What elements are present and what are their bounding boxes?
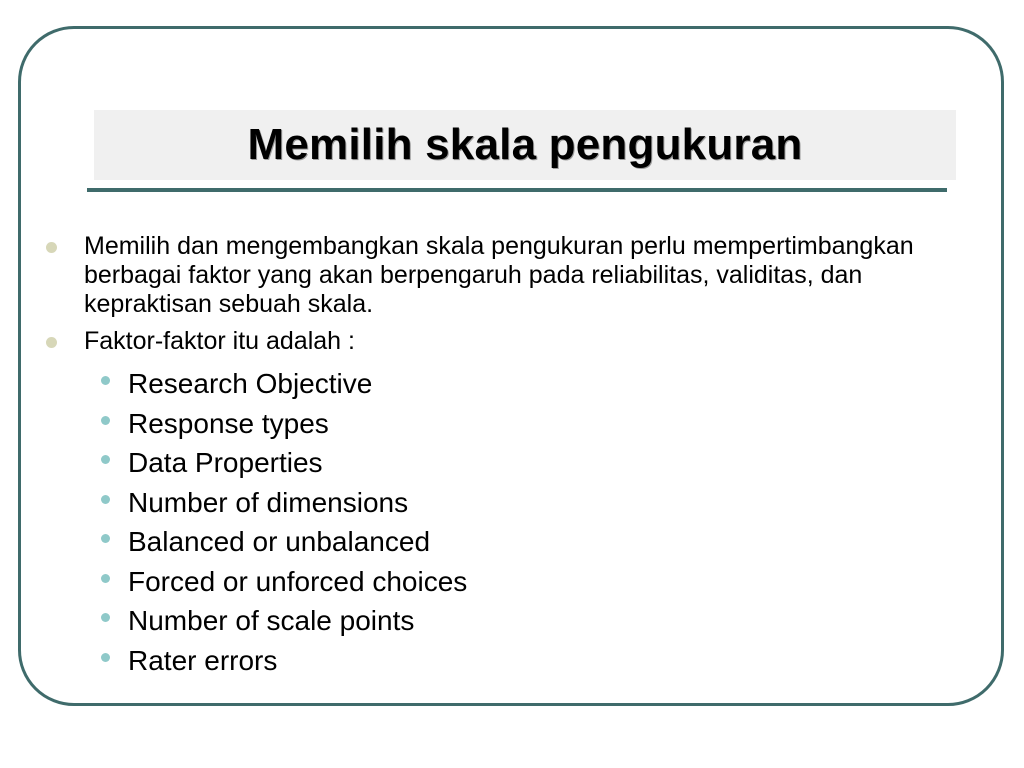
sub-bullet-dot-icon	[101, 495, 110, 504]
factor-text: Number of scale points	[128, 605, 415, 636]
sub-bullet-dot-icon	[101, 653, 110, 662]
sub-bullet-dot-icon	[101, 613, 110, 622]
factor-text: Rater errors	[128, 644, 278, 676]
slide-body	[40, 232, 940, 680]
sub-bullet-dot-icon	[101, 455, 110, 464]
bullet-item	[40, 327, 940, 356]
bullet-text: Memilih dan mengembangkan skala pengukuran perlu mempertimbangkan berbagai faktor yang akan berpengaruh pada reliabilitas, validitas, dan kepraktisan sebuah skala.	[84, 232, 914, 318]
factor-item	[40, 364, 940, 404]
factor-text: Data Properties	[128, 447, 323, 478]
bullet-text: Faktor-faktor itu adalah :	[84, 327, 355, 355]
sub-bullet-dot-icon	[101, 416, 110, 425]
factor-item	[40, 522, 940, 562]
factor-item	[40, 641, 940, 681]
title-band	[94, 110, 956, 180]
factor-text: Forced or unforced choices	[128, 565, 468, 597]
factor-text: Response types	[128, 407, 329, 439]
slide-title: Memilih skala pengukuran	[247, 120, 803, 169]
title-underline	[87, 188, 947, 192]
sub-bullet-dot-icon	[101, 574, 110, 583]
factor-text: Research Objective	[128, 368, 373, 399]
factor-item	[40, 404, 940, 444]
factor-item	[40, 601, 940, 641]
factor-item	[40, 443, 940, 483]
sub-bullet-dot-icon	[101, 534, 110, 543]
bullet-item	[40, 232, 940, 319]
bullet-dot-icon	[46, 242, 57, 253]
factor-text: Number of dimensions	[128, 486, 409, 518]
factor-text: Balanced or unbalanced	[128, 526, 431, 557]
sub-bullet-dot-icon	[101, 376, 110, 385]
factor-list	[40, 364, 940, 680]
factor-item	[40, 562, 940, 602]
factor-item	[40, 483, 940, 523]
bullet-dot-icon	[46, 337, 57, 348]
